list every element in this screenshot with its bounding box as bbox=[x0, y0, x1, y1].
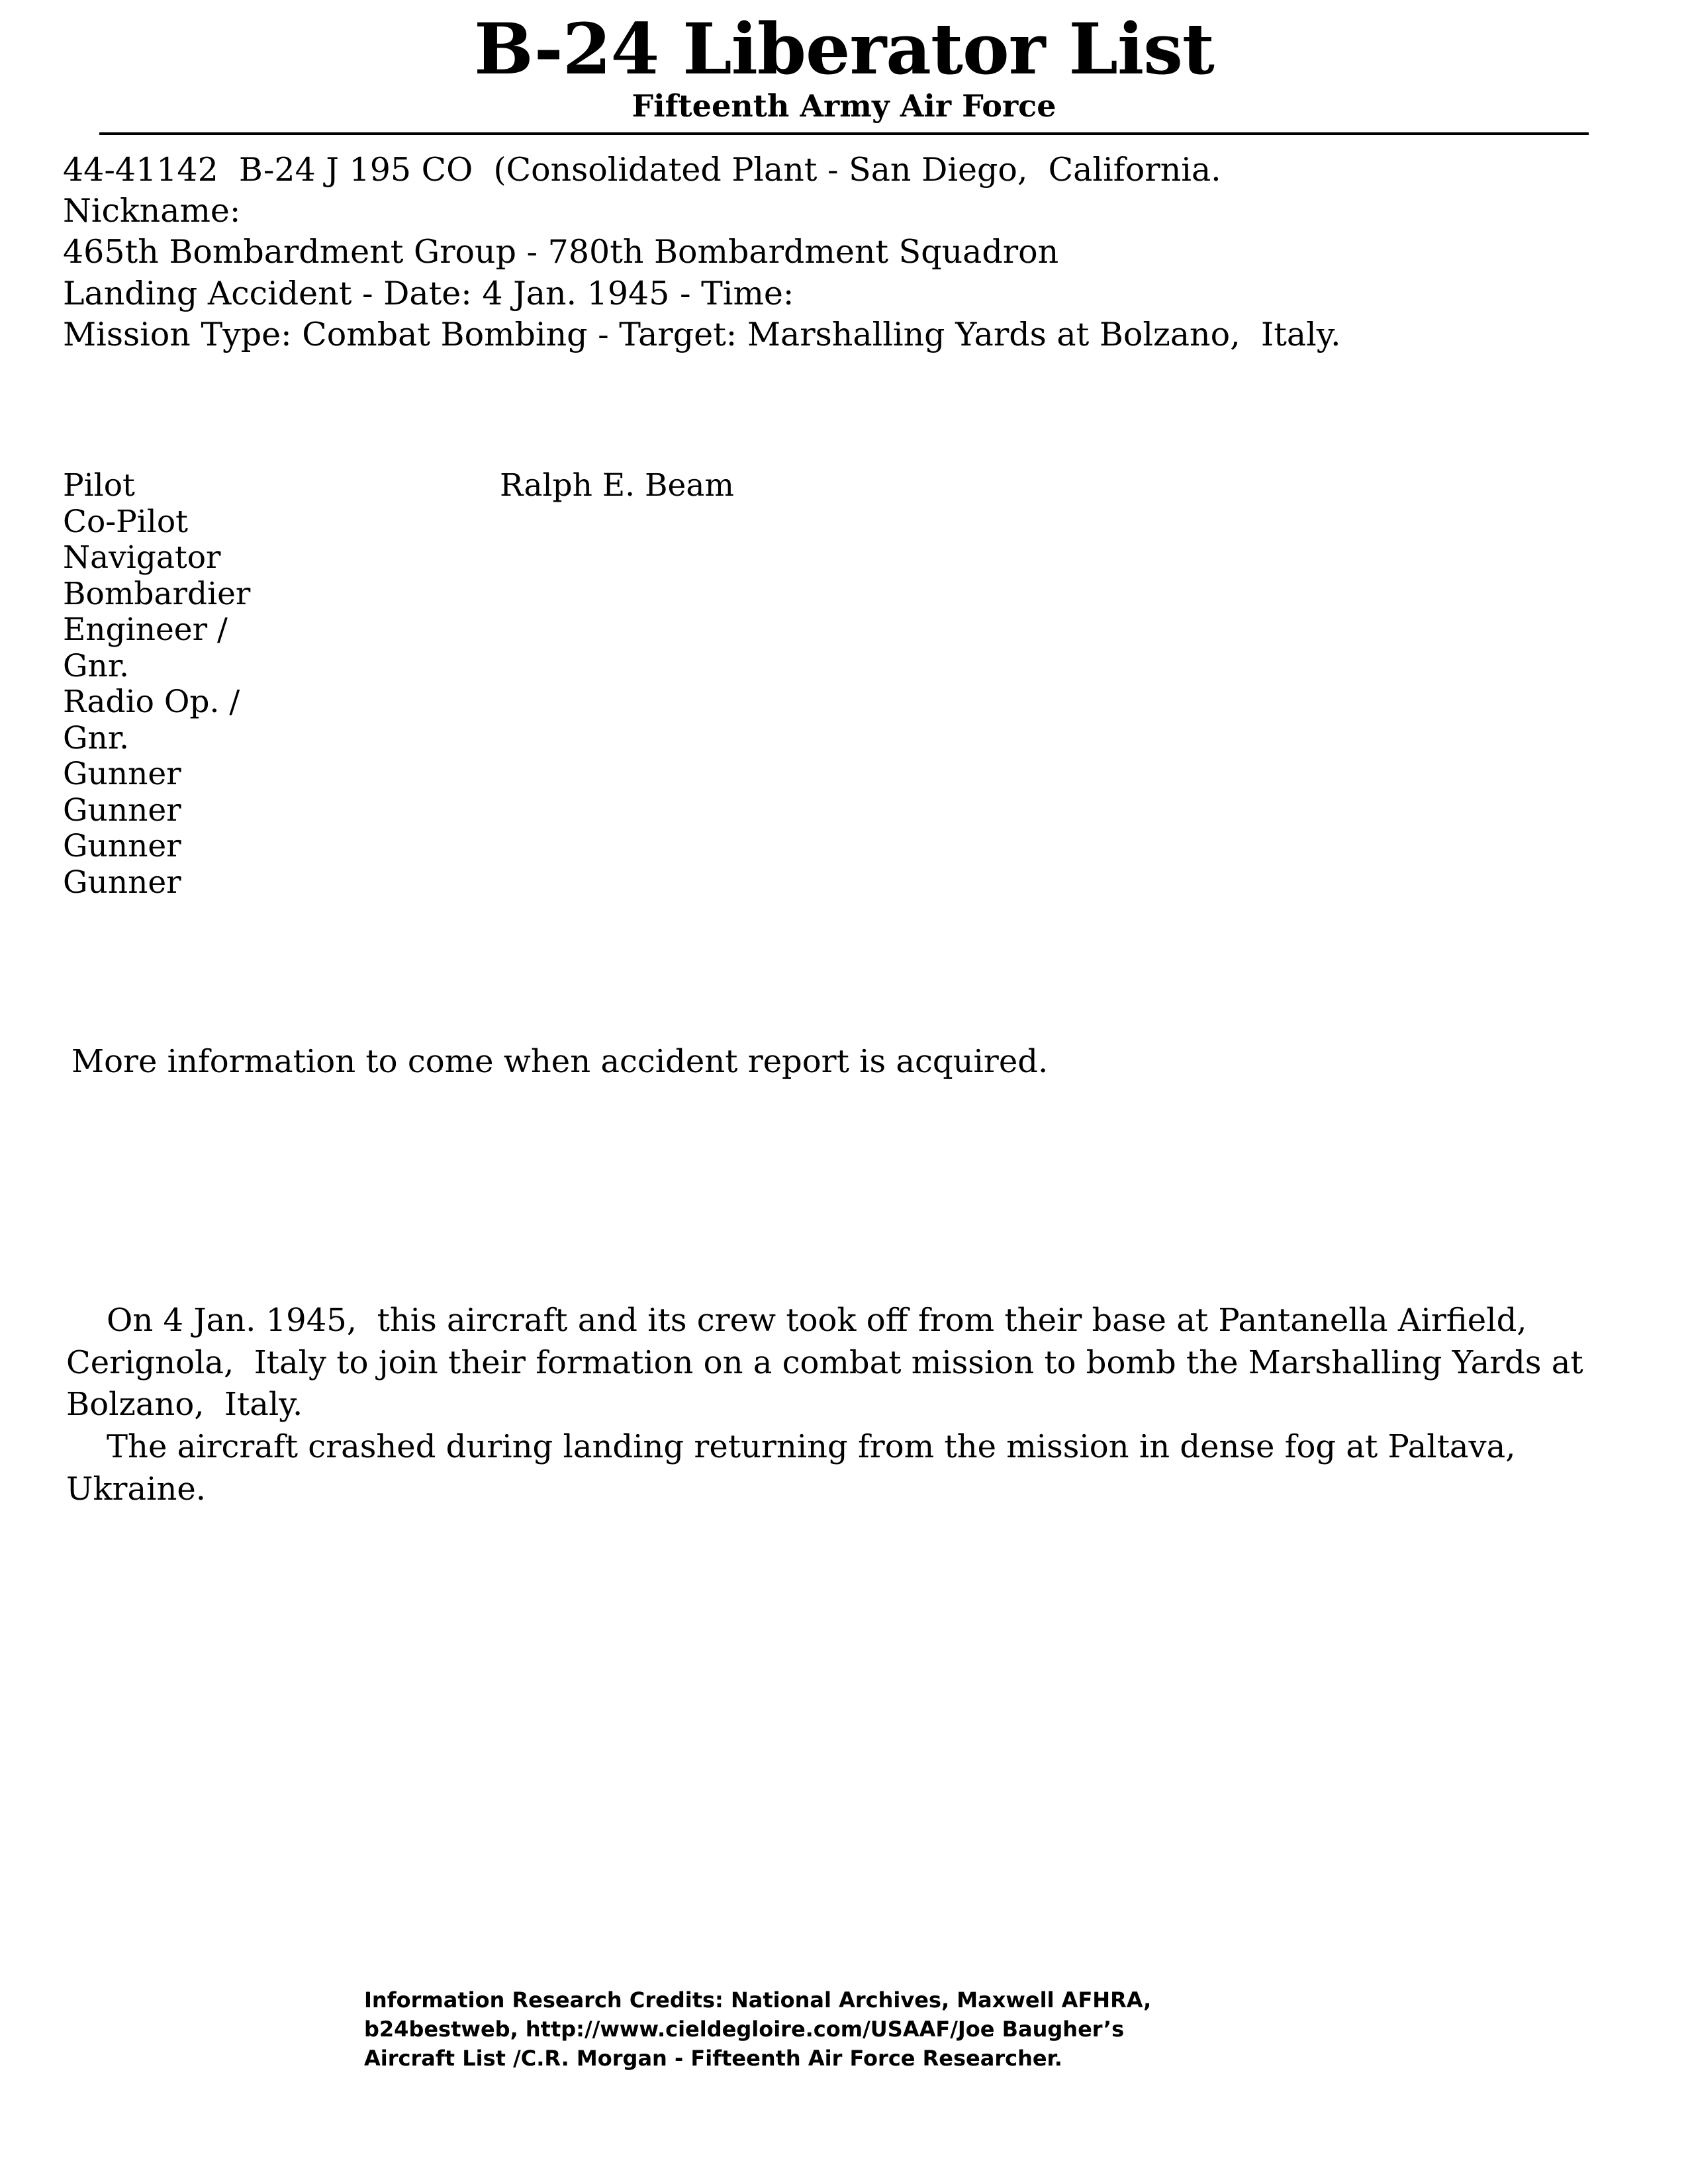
crew-row bbox=[63, 684, 1628, 721]
crew-role: Gunner bbox=[63, 756, 181, 793]
crew-row bbox=[63, 793, 1628, 829]
credits-line: Information Research Credits: National Archives, Maxwell AFHRA, bbox=[364, 1987, 1152, 2013]
aircraft-identification-block bbox=[60, 150, 1628, 355]
crew-row bbox=[63, 612, 1628, 649]
crew-row bbox=[63, 829, 1628, 865]
narrative-paragraph-1: On 4 Jan. 1945, this aircraft and its crew took off from their base at Pantanella Airfield, Cerignola, Italy to join their formation on a combat mission to bomb the Marshalling Yards at Bolzano, Italy. bbox=[66, 1301, 1593, 1424]
credits-line: b24bestweb, http://www.cieldegloire.com/USAAF/Joe Baugher’s bbox=[364, 2016, 1125, 2042]
ident-line-accident: Landing Accident - Date: 4 Jan. 1945 - Time: bbox=[63, 274, 794, 312]
crew-row bbox=[63, 865, 1628, 901]
narrative-paragraph-2: The aircraft crashed during landing returning from the mission in dense fog at Paltava, Ukraine. bbox=[66, 1428, 1536, 1508]
page-title: B-24 Liberator List bbox=[474, 7, 1214, 90]
document-header bbox=[60, 0, 1628, 135]
crew-role: Navigator bbox=[63, 539, 221, 576]
crew-row bbox=[63, 721, 1628, 757]
crew-name: Ralph E. Beam bbox=[500, 467, 734, 504]
crew-role: Bombardier bbox=[63, 575, 251, 612]
crew-row bbox=[63, 540, 1628, 576]
crew-role: Engineer / bbox=[63, 612, 228, 649]
credits-line: Aircraft List /C.R. Morgan - Fifteenth Air Force Researcher. bbox=[364, 2045, 1062, 2071]
ident-line-serial: 44-41142 B-24 J 195 CO (Consolidated Plant - San Diego, California. bbox=[63, 150, 1221, 189]
crew-role: Pilot bbox=[63, 467, 135, 504]
crew-list bbox=[60, 468, 1628, 901]
crew-role: Gunner bbox=[63, 792, 181, 829]
status-note: More information to come when accident report is acquired. bbox=[71, 1043, 1049, 1081]
crew-role: Gnr. bbox=[63, 647, 130, 684]
crew-role: Gunner bbox=[63, 828, 181, 865]
crew-row bbox=[63, 756, 1628, 793]
crew-row bbox=[63, 649, 1628, 685]
ident-line-mission: Mission Type: Combat Bombing - Target: Marshalling Yards at Bolzano, Italy. bbox=[63, 315, 1341, 353]
crew-row bbox=[63, 576, 1628, 613]
crew-role: Co-Pilot bbox=[63, 503, 189, 540]
crew-role: Gnr. bbox=[63, 719, 130, 756]
narrative-section bbox=[60, 1300, 1628, 1511]
crew-row bbox=[63, 468, 1628, 504]
ident-line-nickname: Nickname: bbox=[63, 192, 241, 230]
header-divider bbox=[99, 132, 1589, 135]
crew-row bbox=[63, 504, 1628, 541]
page-subtitle: Fifteenth Army Air Force bbox=[632, 88, 1056, 124]
research-credits bbox=[0, 1985, 1688, 2073]
ident-line-unit: 465th Bombardment Group - 780th Bombardment Squadron bbox=[63, 233, 1059, 271]
crew-role: Gunner bbox=[63, 864, 181, 901]
crew-role: Radio Op. / bbox=[63, 684, 240, 721]
